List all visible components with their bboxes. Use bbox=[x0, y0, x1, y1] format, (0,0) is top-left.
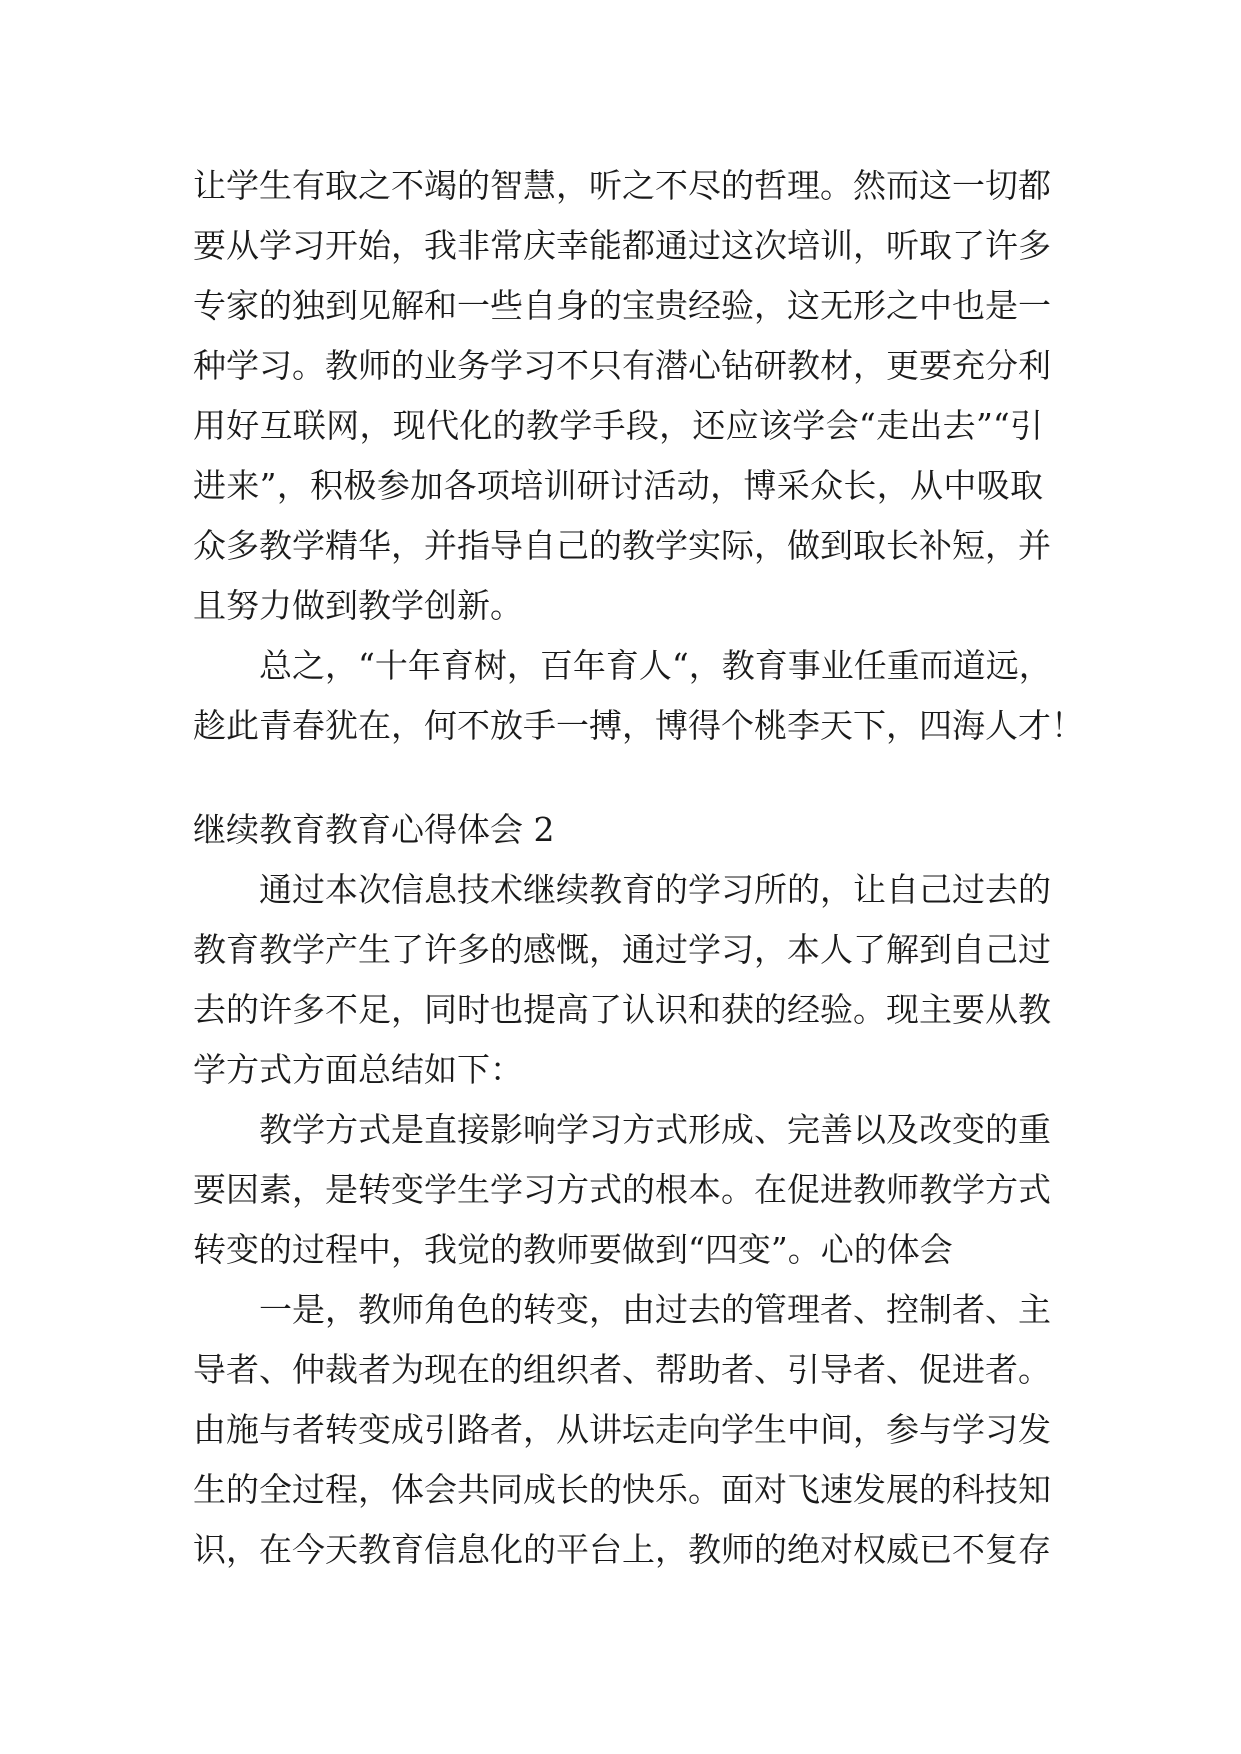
text-line: 通过本次信息技术继续教育的学习所的，让自己过去的 bbox=[259, 870, 1051, 909]
text-line: 让学生有取之不竭的智慧，听之不尽的哲理。然而这一切都 bbox=[193, 166, 1051, 205]
text-line: 众多教学精华，并指导自己的教学实际，做到取长补短，并 bbox=[193, 526, 1051, 565]
text-line: 专家的独到见解和一些自身的宝贵经验，这无形之中也是一 bbox=[193, 286, 1051, 325]
text-line: 趁此青春犹在，何不放手一搏，博得个桃李天下，四海人才！ bbox=[193, 706, 1084, 745]
section-heading: 继续教育教育心得体会 2 bbox=[193, 810, 555, 849]
text-line: 转变的过程中，我觉的教师要做到“四变”。心的体会 bbox=[193, 1230, 953, 1269]
text-line: 进来”，积极参加各项培训研讨活动，博采众长，从中吸取 bbox=[193, 466, 1043, 505]
text-line: 总之，“十年育树，百年育人“，教育事业任重而道远， bbox=[259, 646, 1052, 685]
text-line: 识，在今天教育信息化的平台上，教师的绝对权威已不复存 bbox=[193, 1530, 1051, 1569]
text-line: 教学方式是直接影响学习方式形成、完善以及改变的重 bbox=[259, 1110, 1051, 1149]
text-line: 学方式方面总结如下： bbox=[193, 1050, 523, 1089]
text-line: 且努力做到教学创新。 bbox=[193, 586, 523, 625]
text-line: 一是，教师角色的转变，由过去的管理者、控制者、主 bbox=[259, 1290, 1051, 1329]
text-line: 导者、仲裁者为现在的组织者、帮助者、引导者、促进者。 bbox=[193, 1350, 1051, 1389]
text-line: 生的全过程，体会共同成长的快乐。面对飞速发展的科技知 bbox=[193, 1470, 1051, 1509]
text-line: 要因素，是转变学生学习方式的根本。在促进教师教学方式 bbox=[193, 1170, 1051, 1209]
text-line: 种学习。教师的业务学习不只有潜心钻研教材，更要充分利 bbox=[193, 346, 1051, 385]
text-line: 要从学习开始，我非常庆幸能都通过这次培训，听取了许多 bbox=[193, 226, 1051, 265]
text-line: 用好互联网，现代化的教学手段，还应该学会“走出去”“引 bbox=[193, 406, 1043, 445]
text-line: 去的许多不足，同时也提高了认识和获的经验。现主要从教 bbox=[193, 990, 1051, 1029]
text-line: 由施与者转变成引路者，从讲坛走向学生中间，参与学习发 bbox=[193, 1410, 1051, 1449]
text-line: 教育教学产生了许多的感慨，通过学习，本人了解到自己过 bbox=[193, 930, 1051, 969]
